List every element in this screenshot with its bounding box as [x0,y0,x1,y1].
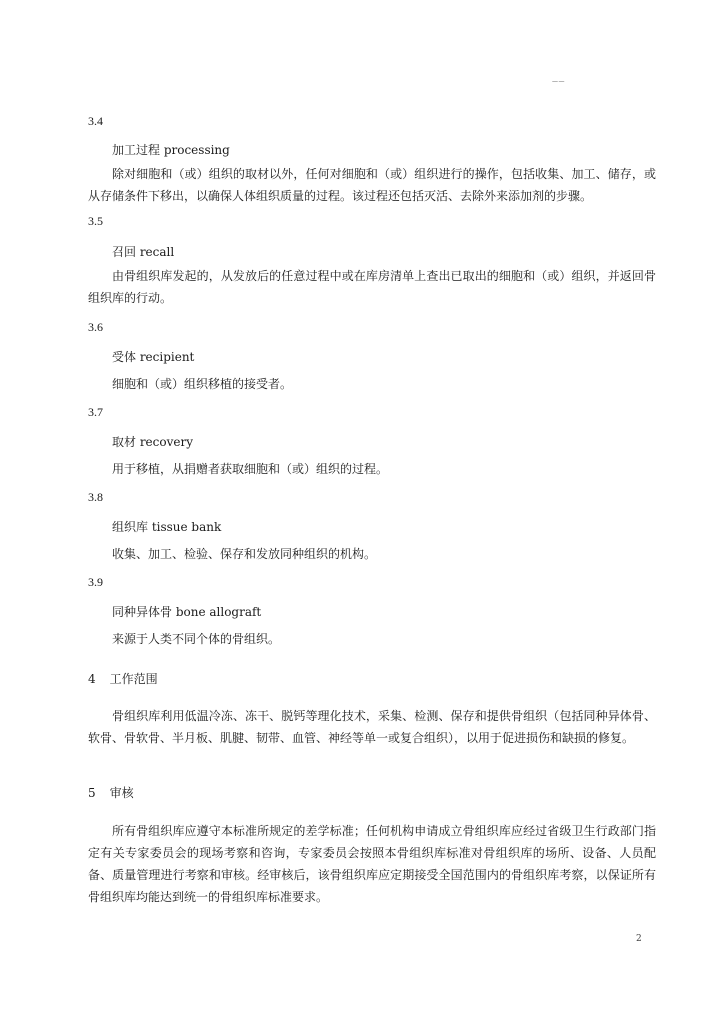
clause-number-3-8: 3.8 [88,490,103,504]
definition-tissue-bank: 收集、加工、检验、保存和发放同种组织的机构。 [112,547,377,561]
definition-processing: 除对细胞和（或）组织的取材以外，任何对细胞和（或）组织进行的操作，包括收集、加工、储存，或从存储条件下移出，以确保人体组织质量的过程。该过程还包括灭活、去除外来添加剂的步骤。 [88,167,656,203]
clause-number-3-5: 3.5 [88,214,103,228]
term-recipient: 受体 recipient [112,350,195,364]
page-number: 2 [636,934,642,944]
definition-recovery: 用于移植，从捐赠者获取细胞和（或）组织的过程。 [112,462,389,476]
term-bone-allograft: 同种异体骨 bone allograft [112,605,262,619]
section-5-text: 所有骨组织库应遵守本标准所规定的差学标准；任何机构申请成立骨组织库应经过省级卫生行政部门指定有关专家委员会的现场考察和咨询，专家委员会按照本骨组织库标准对骨组织库的场所、设备、人员配备、质量管理进行考察和审核。经审核后，该骨组织库应定期接受全国范围内的骨组织库考察，以保证所有骨组织库均能达到统一的骨组织库标准要求。 [88,824,656,904]
header-mark: —— [552,78,565,85]
clause-number-3-6: 3.6 [88,320,103,334]
clause-number-3-7: 3.7 [88,405,103,419]
definition-recall: 由骨组织库发起的，从发放后的任意过程中或在库房清单上查出已取出的细胞和（或）组织，并返回骨组织库的行动。 [88,269,656,305]
term-recall: 召回 recall [112,245,175,259]
section-5-number: 5 [88,786,96,800]
section-5-heading [88,784,134,801]
term-recovery: 取材 recovery [112,435,193,449]
section-4-heading [88,670,158,687]
section-4-text: 骨组织库利用低温冷冻、冻干、脱钙等理化技术，采集、检测、保存和提供骨组织（包括同种异体骨、软骨、骨软骨、半月板、肌腱、韧带、血管、神经等单一或复合组织），以用于促进损伤和缺损的修复。 [88,709,656,745]
clause-number-3-4: 3.4 [88,114,103,128]
definition-recipient: 细胞和（或）组织移植的接受者。 [112,377,293,391]
section-4-title: 工作范围 [109,672,158,686]
section-4-number: 4 [88,672,96,686]
term-tissue-bank: 组织库 tissue bank [112,520,222,534]
term-processing: 加工过程 processing [112,143,230,157]
clause-number-3-9: 3.9 [88,575,103,589]
definition-bone-allograft: 来源于人类不同个体的骨组织。 [112,632,281,646]
section-5-title: 审核 [109,786,134,800]
